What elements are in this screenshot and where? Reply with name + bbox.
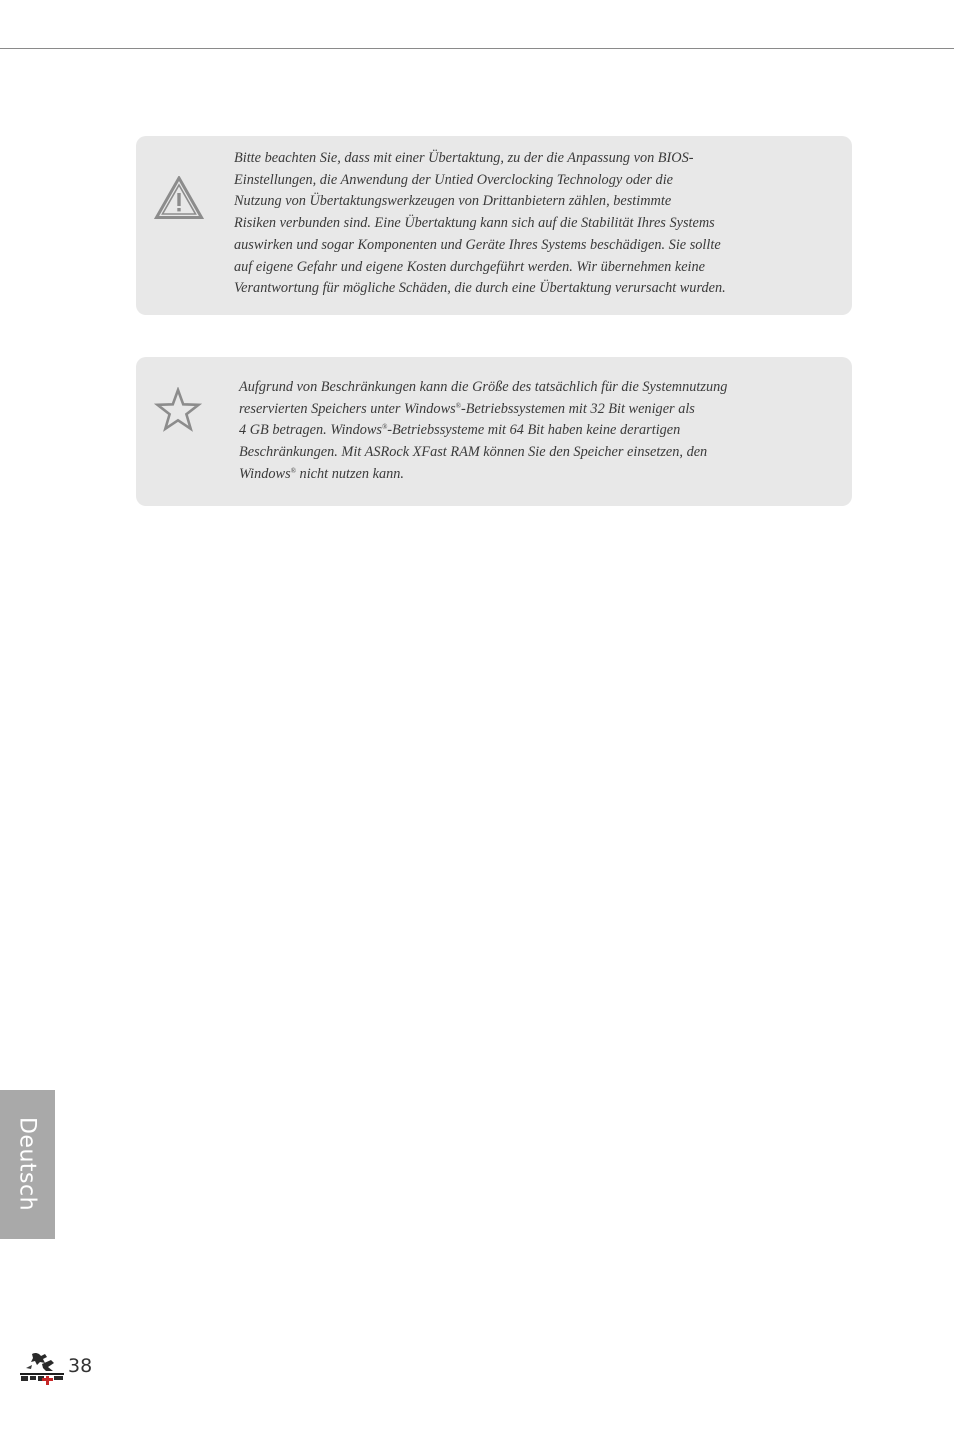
note-text-segment: reservierten Speichers unter Windows (239, 400, 456, 417)
caution-line: Einstellungen, die Anwendung der Untied Overclocking Technology oder die (234, 171, 674, 188)
note-text-segment: -Betriebssysteme mit 64 Bit haben keine derartigen (387, 422, 681, 439)
note-box (136, 357, 852, 506)
note-text-segment: Windows (239, 465, 291, 482)
warning-triangle-icon (154, 176, 204, 220)
caution-line: Nutzung von Übertaktungswerkzeugen von Drittanbietern zählen, bestimmte (234, 193, 672, 210)
note-line: Aufgrund von Beschränkungen kann die Größe des tatsächlich für die Systemnutzung (239, 379, 728, 395)
caution-line: auswirken und sogar Komponenten und Geräte Ihres Systems beschädigen. Sie sollte (234, 236, 721, 253)
note-line: Beschränkungen. Mit ASRock XFast RAM können Sie den Speicher einsetzen, den (239, 444, 708, 461)
caution-line: Verantwortung für mögliche Schäden, die durch eine Übertaktung verursacht wurden. (234, 280, 726, 297)
note-line (239, 420, 727, 442)
registered-mark: ® (290, 466, 296, 475)
caution-line: Risiken verbunden sind. Eine Übertaktung kann sich auf die Stabilität Ihres Systems (234, 215, 715, 232)
note-text (239, 377, 727, 486)
note-text-segment: 4 GB betragen. Windows (239, 422, 382, 439)
star-icon (154, 387, 202, 433)
caution-box (136, 136, 852, 315)
language-tab-label: Deutsch (14, 1116, 40, 1212)
note-text-segment: -Betriebssystemen mit 32 Bit weniger als (461, 400, 695, 417)
caution-text (234, 148, 726, 300)
page-number: 38 (68, 1355, 93, 1377)
note-line (239, 399, 727, 421)
registered-mark: ® (381, 423, 388, 432)
note-text-segment: nicht nutzen kann. (295, 465, 404, 482)
caution-line: Bitte beachten Sie, dass mit einer Übertaktung, zu der die Anpassung von BIOS- (234, 150, 694, 166)
registered-mark: ® (455, 401, 461, 410)
brand-logo-icon (18, 1350, 66, 1388)
language-tab (0, 1090, 55, 1239)
caution-line: auf eigene Gefahr und eigene Kosten durchgeführt werden. Wir übernehmen keine (234, 258, 706, 275)
note-line (239, 464, 727, 486)
top-rule (0, 48, 954, 49)
